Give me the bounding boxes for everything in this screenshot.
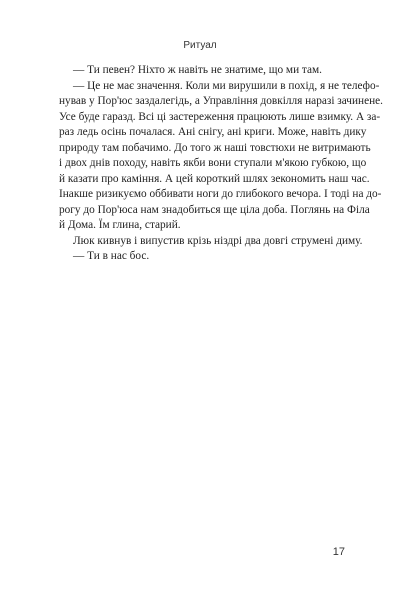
text-line: й Дома. Їм глина, старий.: [59, 219, 181, 231]
body-text: [59, 63, 383, 265]
text-line: й казати про каміння. А цей короткий шлях зекономить наш час.: [59, 172, 370, 185]
text-line: Люк кивнув і випустив крізь ніздрі два довгі струмені диму.: [73, 234, 363, 247]
running-header: Ритуал: [183, 40, 217, 51]
page-number: 17: [332, 546, 345, 558]
text-line: Інакше ризикуємо оббивати ноги до глибокого вечора. І тоді на до-: [59, 188, 382, 200]
text-line: рогу до Пор'юса нам знадобиться ще ціла доба. Поглянь на Філа: [59, 203, 370, 216]
text-line: Усе буде гаразд. Всі ці застереження працюють лише взимку. А за-: [59, 110, 381, 123]
text-line: — Ти в нас бос.: [73, 250, 150, 262]
text-line: — Ти певен? Ніхто ж навіть не знатиме, що ми там.: [73, 64, 322, 76]
text-line: раз ледь осінь почалася. Ані снігу, ані криги. Може, навіть дику: [59, 126, 367, 138]
text-line: природу там побачимо. До того ж наші товстюхи не витримають: [59, 141, 371, 154]
text-line: і двох днів походу, навіть якби вони ступали м'якою губкою, що: [59, 157, 367, 169]
text-line: нував у Пор'юс заздалегідь, а Управління довкілля наразі зачинене.: [59, 95, 383, 107]
text-line: — Це не має значення. Коли ми вирушили в похід, я не телефо-: [73, 79, 380, 92]
